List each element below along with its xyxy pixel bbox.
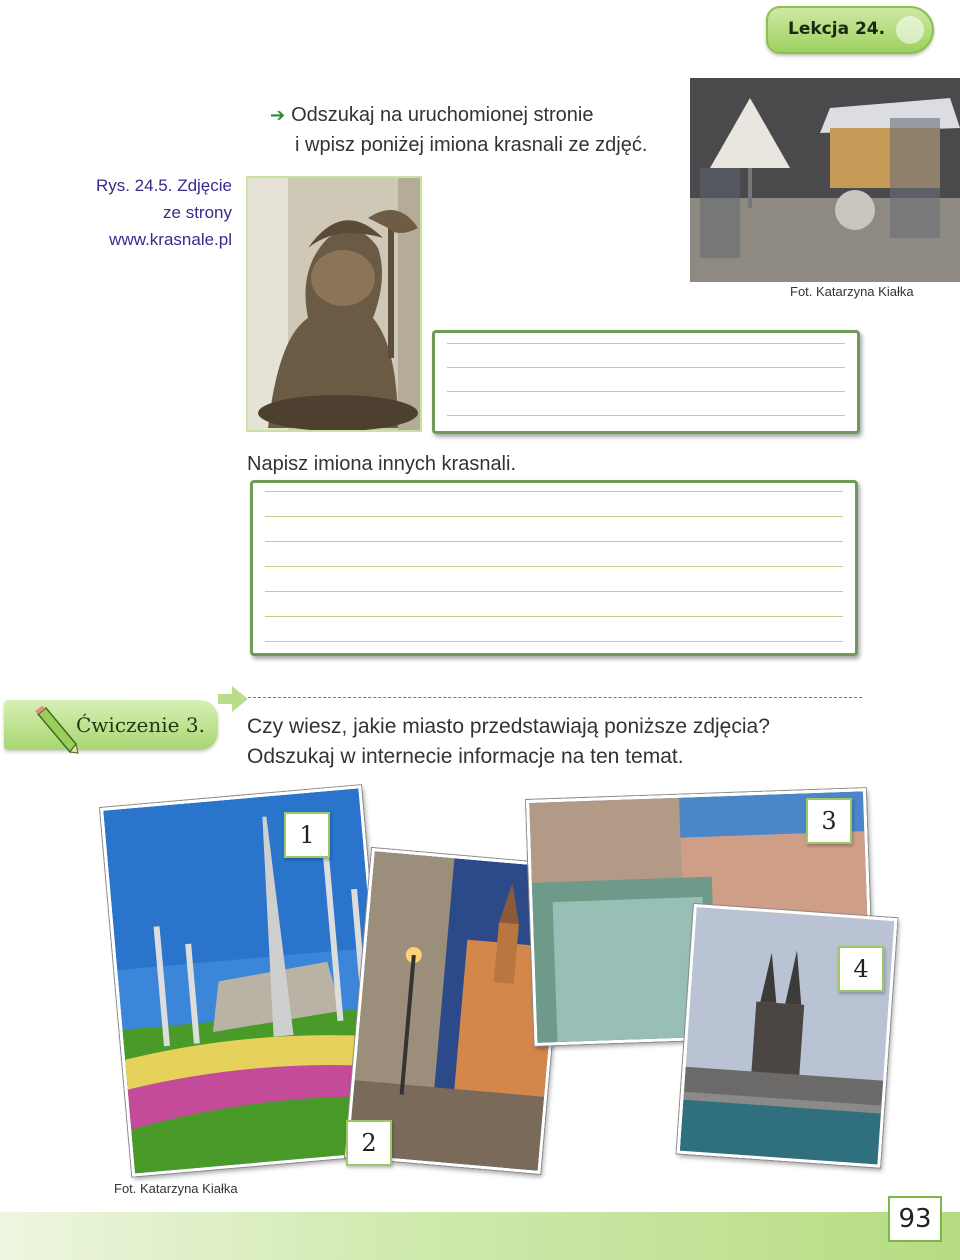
writing-line [265,616,843,617]
answer-box-2[interactable] [250,480,858,656]
photo-number-2: 2 [346,1120,392,1166]
exercise-question [247,712,770,772]
question-line-2: Odszukaj w internecie informacje na ten temat. [247,745,684,768]
writing-line [265,541,843,542]
gnome-photo [246,176,422,432]
writing-line [265,591,843,592]
writing-line [447,343,845,344]
instruction-line-2: i wpisz poniżej imiona krasnali ze zdjęć. [295,134,648,156]
caption-line-1: Rys. 24.5. Zdjęcie [95,176,232,195]
arrow-right-icon [218,686,250,712]
writing-line [447,367,845,368]
photo-credit-top: Fot. Katarzyna Kiałka [790,284,914,299]
writing-line [265,566,843,567]
photo-number-4: 4 [838,946,884,992]
city-photo-4 [677,904,898,1168]
instruction-text [270,100,690,160]
instruction-line-1: Odszukaj na uruchomionej stronie [291,104,594,126]
page-number: 93 [888,1196,942,1242]
photo-number-1: 1 [284,812,330,858]
exercise-banner [4,700,218,750]
question-line-1: Czy wiesz, jakie miasto przedstawiają poniższe zdjęcia? [247,715,770,738]
lesson-label: Lekcja 24. [788,19,886,39]
gnome-illustration [248,178,422,432]
footer-band [0,1212,960,1260]
answer-box-1[interactable] [432,330,860,434]
dashed-divider [248,697,862,698]
lesson-tab [766,6,934,54]
street-photo [690,78,960,282]
writing-line [265,516,843,517]
caption-line-3: www.krasnale.pl [109,230,232,249]
writing-line [265,641,843,642]
writing-line [265,491,843,492]
arrow-right-icon: ➔ [270,105,286,125]
pencil-icon [34,706,80,754]
write-prompt: Napisz imiona innych krasnali. [247,453,517,475]
writing-line [447,391,845,392]
figure-caption [60,172,232,253]
writing-line [447,415,845,416]
exercise-label: Ćwiczenie 3. [76,713,205,737]
photo-credit-bottom: Fot. Katarzyna Kiałka [114,1181,238,1196]
caption-line-2: ze strony [163,203,232,222]
street-illustration [690,78,960,282]
photo-number-3: 3 [806,798,852,844]
